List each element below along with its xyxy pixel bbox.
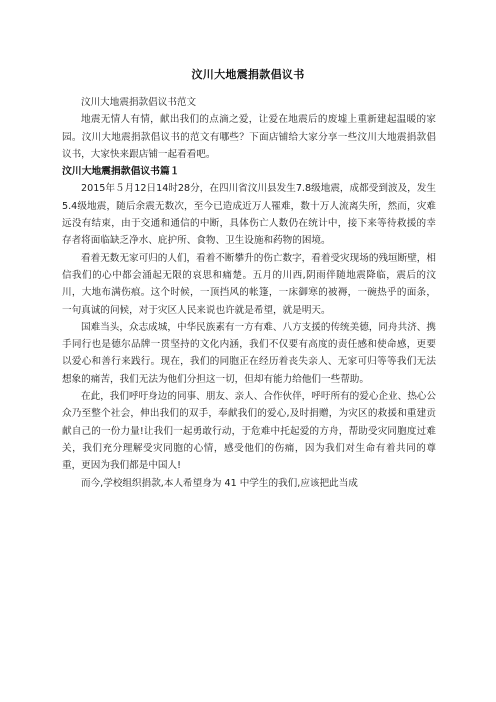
section-paragraph-3: 国难当头，众志成城，中华民族素有一方有难、八方支援的传统美德，同舟共济、携手同行也是德尔品牌一贯坚持的文化内涵，我们不仅要有高度的责任感和使命感，更要以爱心和善行来践行。现在，我们的同胞正在经历着丧失亲人、无家可归等等我们无法想象的痛苦，我们无法为他们分担这一切，但却有能力给他们一些帮助。 (62, 321, 436, 385)
section-paragraph-5: 而今,学校组织捐款,本人希望身为 41 中学生的我们,应该把此当成 (81, 477, 358, 489)
section-heading: 汶川大地震捐款倡议书篇１ (62, 166, 180, 178)
intro-paragraph-2: 地震无情人有情，献出我们的点滴之爱，让爱在地震后的废墟上重新建起温暖的家园。汶川大地震捐款倡议书的范文有哪些？下面店铺给大家分享一些汶川大地震捐款倡议书，大家快来跟店铺一起看看吧。 (62, 114, 436, 160)
document-title: 汶川大地震捐款倡议书 (191, 68, 305, 81)
intro-paragraph-1: 汶川大地震捐款倡议书范文 (81, 97, 197, 108)
section-paragraph-4: 在此，我们呼吁身边的同事、朋友、亲人、合作伙伴，呼吁所有的爱心企业、热心公众乃至整个社会，伸出我们的双手，奉献我们的爱心,及时捐赠，为灾区的救援和重建贡献自己的一份力量!让我们一起勇敢行动，于危难中托起爱的方舟，帮助受灾同胞度过难关，我们充分理解受灾同胞的心情，感受他们的伤痛，因为我们对生命有着共同的尊重，更因为我们都是中国人! (62, 391, 436, 472)
section-paragraph-2: 看着无数无家可归的人们，看着不断攀升的伤亡数字，看着受灾现场的残垣断壁，相信我们的心中都会涌起无限的哀思和痛楚。五月的川西,阴雨伴随地震降临，震后的汶川，大地布满伤痕。这个时候，一顶挡风的帐篷，一床御寒的被褥，一碗热乎的面条，一句真诚的问候，对于灾区人民来说也许就是希望，就是明天。 (62, 252, 436, 316)
section-paragraph-1: 2015年５月12日14时28分，在四川省汶川县发生7.8级地震，成都受到波及，发生5.4级地震，随后余震无数次，至今已造成近万人罹难，数十万人流离失所，然而，灾难远没有结束，由于交通和通信的中断，具体伤亡人数仍在统计中，接下来等待救援的幸存者将面临缺乏净水、庇护所、食物、卫生设施和药物的困境。 (62, 183, 436, 247)
document-body (62, 94, 436, 492)
